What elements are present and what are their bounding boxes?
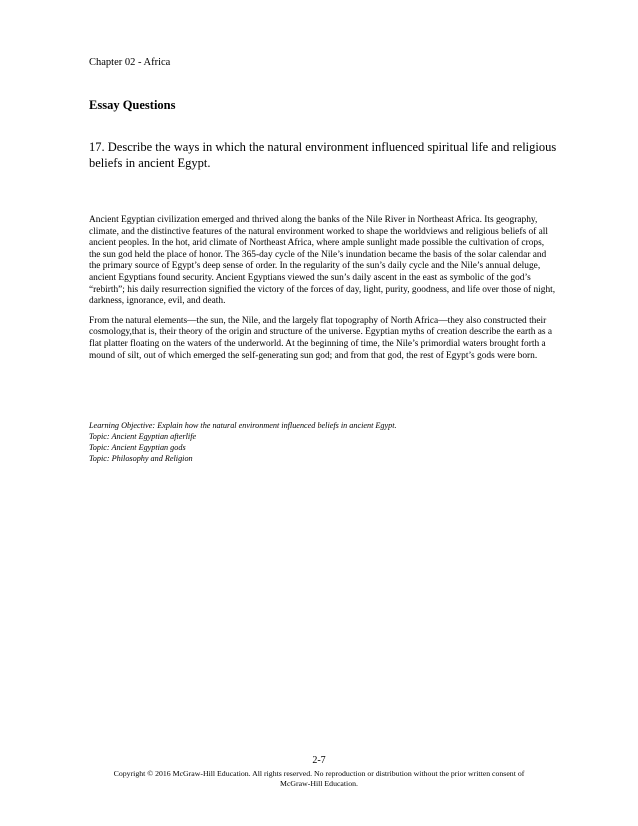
chapter-header: Chapter 02 - Africa xyxy=(89,57,171,68)
topic-item: Topic: Ancient Egyptian afterlife xyxy=(89,432,197,441)
page-number: 2-7 xyxy=(312,755,326,766)
learning-objective: Learning Objective: Explain how the natural environment influenced beliefs in ancient Egypt. xyxy=(89,421,397,430)
answer-paragraph: Ancient Egyptian civilization emerged and thrived along the banks of the Nile River in Northeast Africa. Its geography, climate, and the distinctive features of the natural environment worked to shape the worldviews and religious beliefs of all ancient peoples. In the hot, arid climate of Northeast Africa, where ample sunlight made possible the cultivation of crops, the sun god held the place of honor. The 365-day cycle of the Nile’s inundation became the basis of the solar calendar and the primary source of Egypt’s deep sense of order. In the regularity of the sun’s daily cycle and the Nile’s annual deluge, ancient Egyptians found security. Ancient Egyptians viewed the sun’s daily ascent in the east as symbolic of the god’s “rebirth”; his daily resurrection signified the victory of the forces of day, light, purity, goodness, and life over those of night, darkness, ignorance, evil, and death. xyxy=(89,215,556,307)
copyright-notice: Copyright © 2016 McGraw-Hill Education. All rights reserved. No reproduction or distribution without the prior written consent of McGraw-Hill Education. xyxy=(113,769,525,788)
answer-body xyxy=(89,215,557,370)
answer-paragraph: From the natural elements—the sun, the Nile, and the largely flat topography of North Africa—they also constructed their cosmology,that is, their theory of the origin and structure of the universe. Egyptian myths of creation describe the earth as a flat platter floating on the waters of the underworld. At the beginning of time, the Nile’s primordial waters brought forth a mound of silt, out of which emerged the self-generating sun god; and from that god, the rest of Egypt’s gods were born. xyxy=(89,315,553,361)
question-metadata xyxy=(89,420,549,464)
question-text: 17. Describe the ways in which the natural environment influenced spiritual life and religious beliefs in ancient Egypt. xyxy=(89,140,557,170)
section-title: Essay Questions xyxy=(89,98,176,112)
topic-item: Topic: Philosophy and Religion xyxy=(89,454,193,463)
topic-item: Topic: Ancient Egyptian gods xyxy=(89,443,186,452)
